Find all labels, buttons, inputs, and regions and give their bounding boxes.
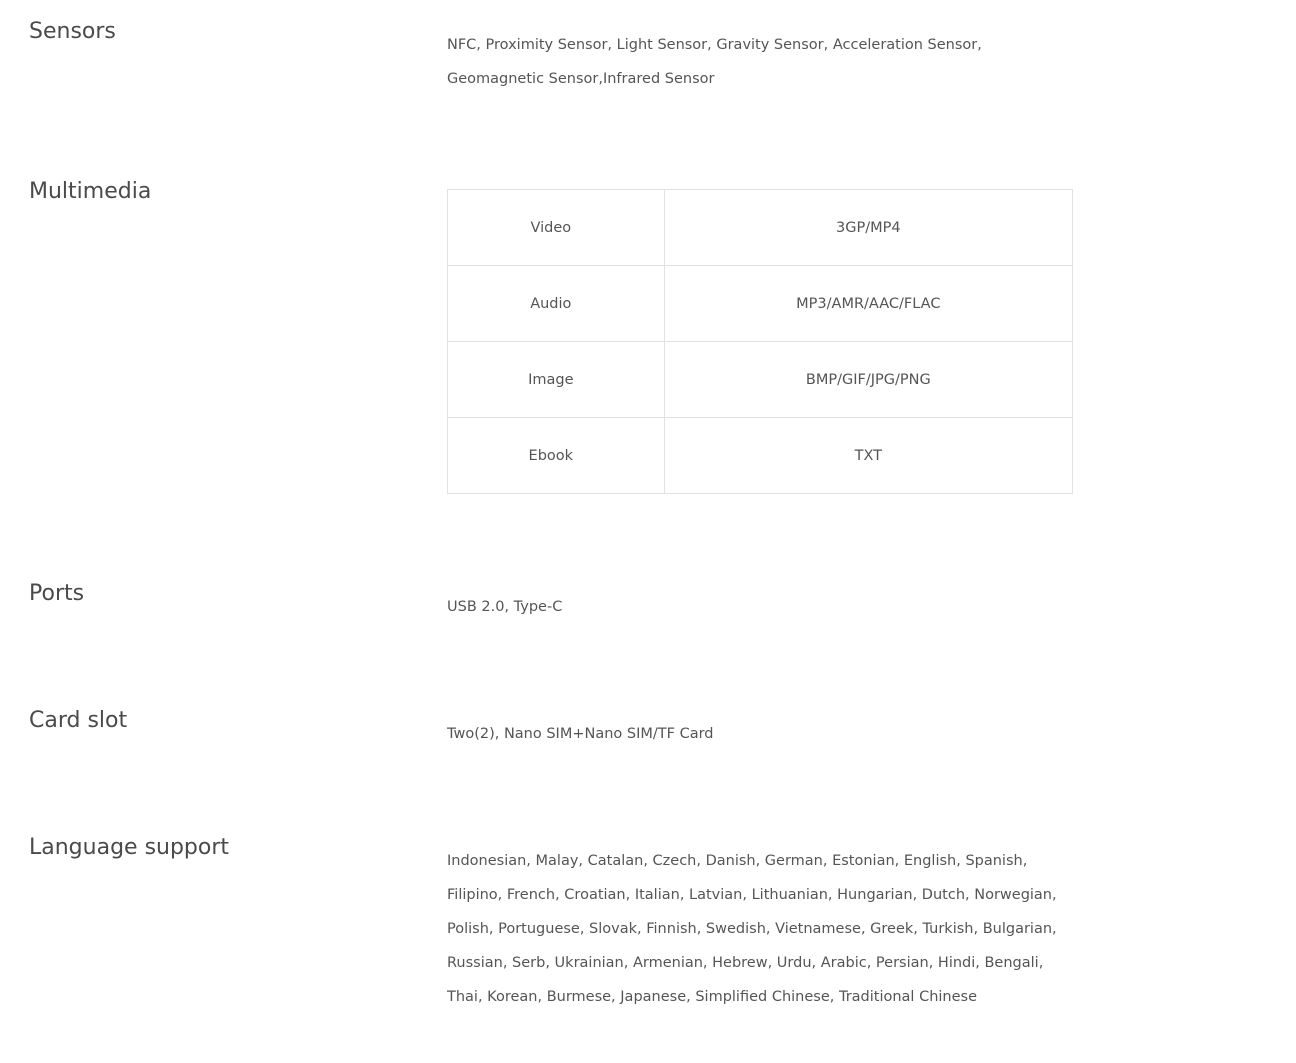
section-title-multimedia: Multimedia [29,179,152,204]
section-title-language-support: Language support [29,835,230,860]
section-title-ports: Ports [29,581,85,606]
table-row [448,418,1073,494]
ports-value: USB 2.0, Type-C [447,599,563,615]
multimedia-label-video: Video [448,190,665,266]
multimedia-label-image: Image [448,342,665,418]
multimedia-value-video: 3GP/MP4 [664,190,1072,266]
multimedia-table [447,189,1073,494]
multimedia-label-audio: Audio [448,266,665,342]
section-title-sensors: Sensors [29,19,116,44]
multimedia-value-ebook: TXT [664,418,1072,494]
multimedia-value-audio: MP3/AMR/AAC/FLAC [664,266,1072,342]
section-title-card-slot: Card slot [29,708,128,733]
multimedia-value-image: BMP/GIF/JPG/PNG [664,342,1072,418]
table-row [448,266,1073,342]
language-support-value: Indonesian, Malay, Catalan, Czech, Danish, German, Estonian, English, Spanish, Filipino, French, Croatian, Italian, Latvian, Lithuanian, Hungarian, Dutch, Norwegian, Polish, Portuguese, Slovak, Finnish, Swedish, Vietnamese, Greek, Turkish, Bulgarian, Russian, Serb, Ukrainian, Armenian, Hebrew, Urdu, Arabic, Persian, Hindi, Bengali, Thai, Korean, Burmese, Japanese, Simplified Chinese, Traditional Chinese [447,853,1057,1005]
card-slot-value: Two(2), Nano SIM+Nano SIM/TF Card [447,726,714,742]
sensors-value: NFC, Proximity Sensor, Light Sensor, Gravity Sensor, Acceleration Sensor, Geomagnetic Sensor,Infrared Sensor [447,37,982,87]
multimedia-label-ebook: Ebook [448,418,665,494]
table-row [448,190,1073,266]
table-row [448,342,1073,418]
